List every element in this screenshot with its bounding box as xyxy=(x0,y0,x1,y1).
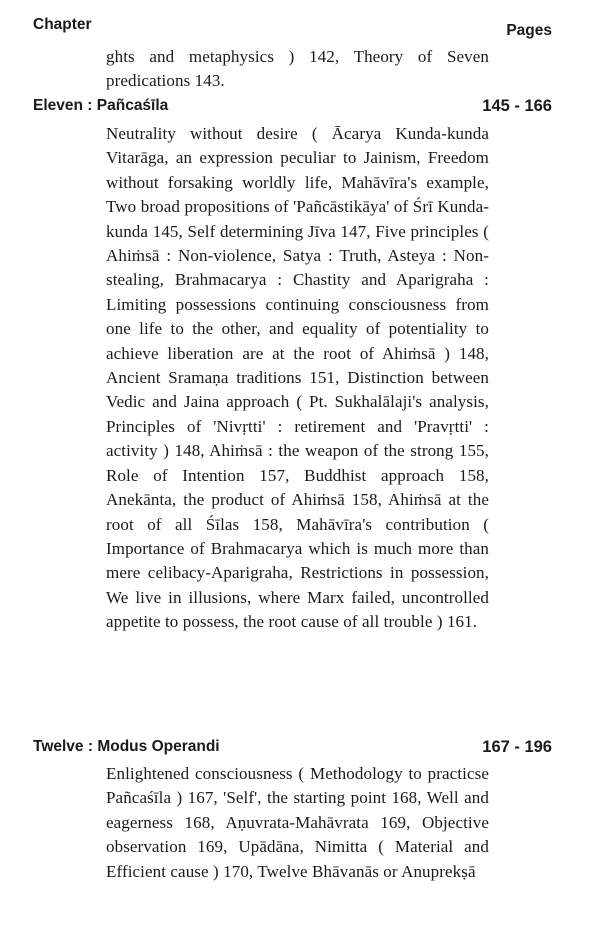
chapter-column-heading: Chapter xyxy=(33,16,92,33)
pages-column-heading: Pages xyxy=(506,22,552,39)
chapter-heading-twelve xyxy=(33,738,552,764)
chapter-contents-eleven xyxy=(106,122,489,635)
toc-header xyxy=(33,16,552,40)
chapter-heading-eleven xyxy=(33,97,552,123)
chapter-contents-text: Enlightened consciousness ( Methodology to practicse Pañcaśīla ) 167, 'Self', the starting point 168, Well and eagerness 168, Aṇuvrata-Mahāvrata 169, Objective observation 169, Upādāna, Nimitta ( Material and Efficient cause ) 170, Twelve Bhāvanās or Anuprekṣā xyxy=(106,764,489,881)
chapter-title: Pañcaśīla xyxy=(96,97,169,114)
chapter-number: Twelve xyxy=(33,738,84,755)
chapter-number: Eleven xyxy=(33,97,83,114)
continued-entry-text xyxy=(106,45,489,94)
continued-text: ghts and metaphysics ) 142, Theory of Seven predications 143. xyxy=(106,47,489,91)
chapter-title: Modus Operandi xyxy=(97,738,220,755)
chapter-contents-twelve xyxy=(106,762,489,884)
chapter-number-title: Twelve : Modus Operandi xyxy=(33,738,220,755)
chapter-number-title: Eleven : Pañcaśīla xyxy=(33,97,169,114)
chapter-page-range: 145 - 166 xyxy=(482,97,552,115)
chapter-contents-text: Neutrality without desire ( Ācarya Kunda-kunda Vitarāga, an expression peculiar to Jainism, Freedom without forsaking worldly life, Mahāvīra's example, Two broad propositions of 'Pañcāstikāya' of Śrī Kunda-kunda 145, Self determining Jīva 147, Five principles ( Ahiṁsā : Non-violence, Satya : Truth, Asteya : Non-stealing, Brahmacarya : Chastity and Aparigraha : Limiting possessions continuing consciousness from one life to the other, and equality of potentiality to achieve liberation are at the root of Ahiṁsā ) 148, Ancient Sramaṇa traditions 151, Distinction between Vedic and Jaina approach ( Pt. Sukhalālaji's analysis, Principles of 'Nivṛtti' : retirement and 'Pravṛtti' : activity ) 148, Ahiṁsā : the weapon of the strong 155, Role of Intention 157, Buddhist approach 158, Anekānta, the product of Ahiṁsā 158, Ahiṁsā at the root of all Śīlas 158, Mahāvīra's contribution ( Importance of Brahmacarya which is much more than mere celibacy-Aparigraha, Restrictions in possession, We live in illusions, where Marx failed, uncontrolled appetite to possess, the root cause of all trouble ) 161. xyxy=(106,124,489,632)
chapter-page-range: 167 - 196 xyxy=(482,738,552,756)
